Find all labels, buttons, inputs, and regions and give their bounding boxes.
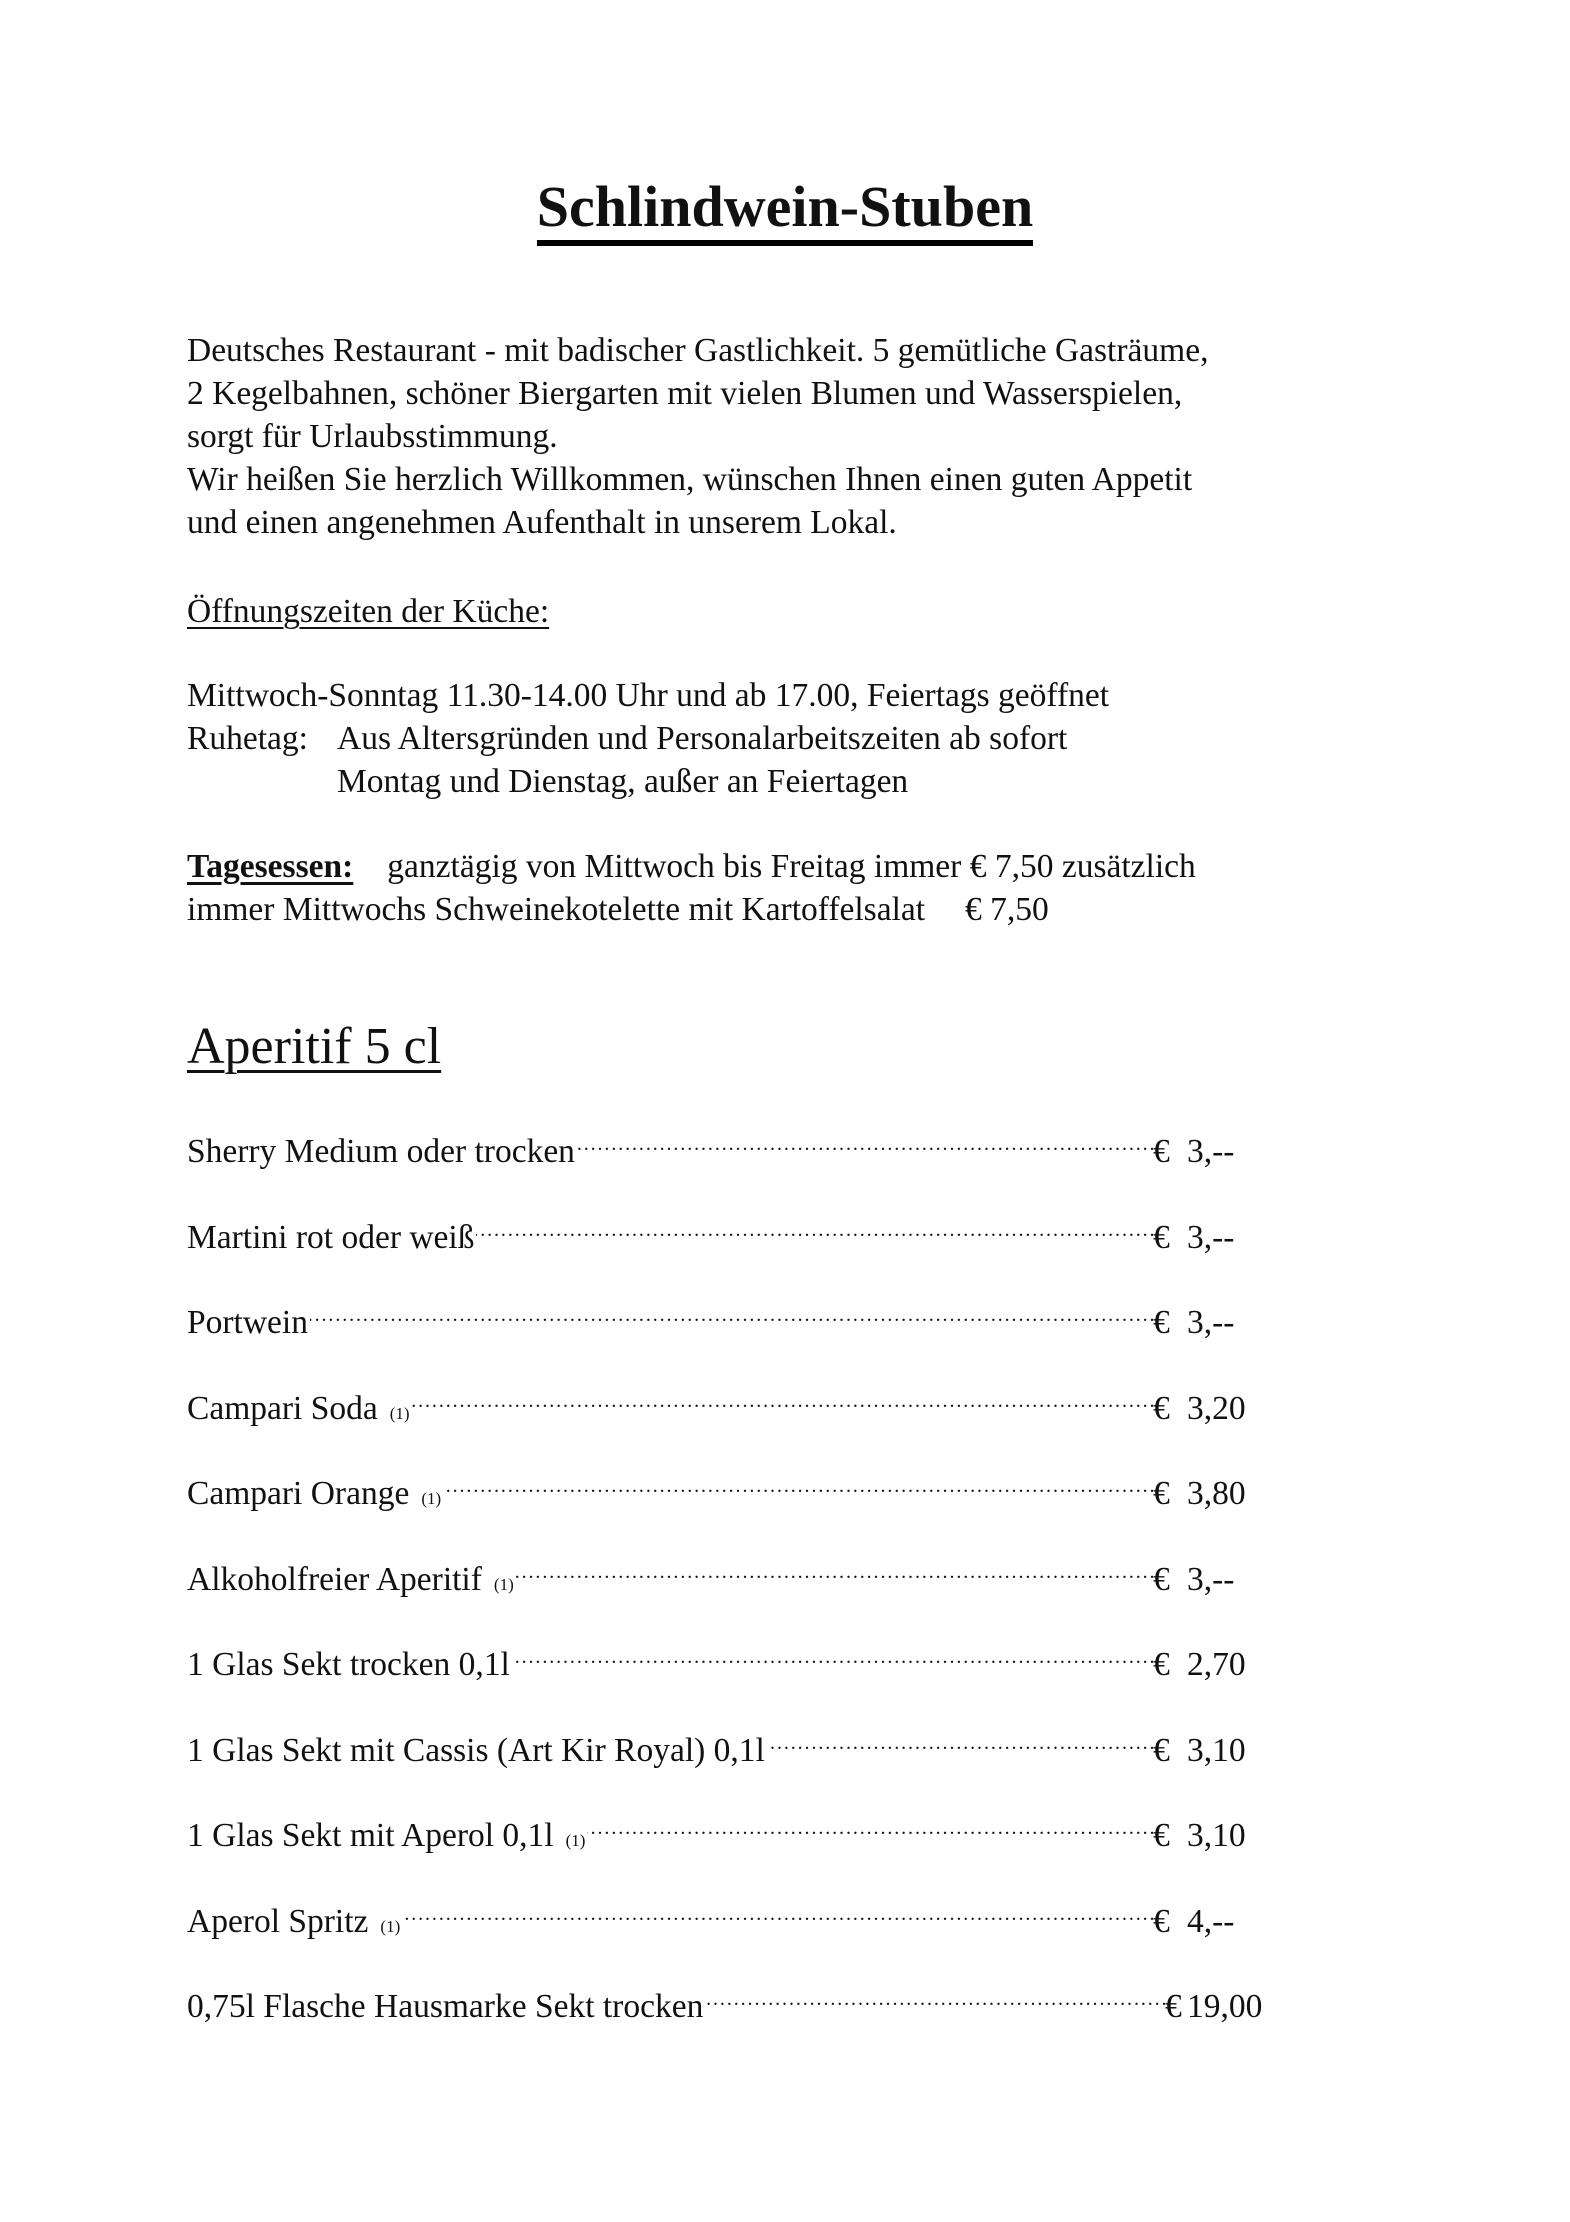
- menu-item-row: [187, 1546, 1287, 1598]
- menu-item-name: Campari Orange: [187, 1475, 410, 1512]
- menu-item-price: 3,--: [1187, 1218, 1235, 1256]
- daily-special-price: € 7,50: [965, 891, 1049, 928]
- menu-item-price: 3,10: [1187, 1731, 1246, 1769]
- dot-leader: [402, 1888, 1153, 1932]
- intro-line: Deutsches Restaurant - mit badischer Gastlichkeit. 5 gemütliche Gasträume,: [187, 332, 1209, 369]
- menu-item: [187, 1375, 1287, 1461]
- menu-item-row: [187, 1118, 1287, 1170]
- menu-item-footnote: (1): [380, 1916, 401, 1936]
- menu-item-row: [187, 1717, 1287, 1769]
- menu-item: [187, 1460, 1287, 1546]
- hours-heading: [187, 590, 549, 633]
- rest-day-label: Ruhetag:: [187, 720, 308, 757]
- menu-item-name: Martini rot oder weiß: [187, 1218, 475, 1256]
- dot-leader: [443, 1460, 1153, 1504]
- menu-item-price: 19,00: [1187, 1988, 1263, 2025]
- menu-item-name: 1 Glas Sekt mit Cassis (Art Kir Royal) 0,1l: [187, 1731, 765, 1769]
- daily-special-text-2: immer Mittwochs Schweinekotelette mit Kartoffelsalat: [187, 891, 926, 928]
- menu-item-currency: €: [1153, 1389, 1170, 1427]
- menu-item-price: 2,70: [1187, 1646, 1246, 1683]
- menu-item: [187, 1204, 1287, 1290]
- menu-item-price: 3,--: [1187, 1560, 1235, 1598]
- menu-item-row: [187, 1460, 1287, 1512]
- rest-day-line: [187, 717, 1109, 760]
- menu-item: [187, 1888, 1287, 1974]
- dot-leader: [412, 1375, 1153, 1419]
- menu-item-currency: €: [1165, 1988, 1182, 2025]
- menu-item-currency: €: [1153, 1731, 1170, 1769]
- menu-item-footnote: (1): [389, 1403, 410, 1423]
- hours-block: [187, 674, 1109, 803]
- menu-item-price: 4,--: [1187, 1902, 1235, 1940]
- menu-item-row: [187, 1289, 1287, 1341]
- dot-leader: [587, 1802, 1153, 1846]
- restaurant-title-text: Schlindwein-Stuben: [537, 174, 1033, 246]
- menu-item-row: [187, 1802, 1287, 1854]
- menu-item-currency: €: [1153, 1133, 1170, 1170]
- menu-item-name: Aperol Spritz: [187, 1902, 369, 1940]
- intro-line: und einen angenehmen Aufenthalt in unserem Lokal.: [187, 504, 897, 541]
- menu-item-name: Alkoholfreier Aperitif: [187, 1560, 482, 1598]
- menu-item: [187, 1546, 1287, 1632]
- menu-item-price: 3,--: [1187, 1304, 1235, 1341]
- restaurant-title: [0, 172, 1570, 246]
- daily-special-line: [187, 845, 1196, 888]
- menu-item-price: 3,80: [1187, 1475, 1246, 1512]
- menu-item-row: [187, 1973, 1287, 2025]
- menu-item-row: [187, 1888, 1287, 1940]
- menu-item-name: Sherry Medium oder trocken: [187, 1133, 575, 1170]
- intro-line: 2 Kegelbahnen, schöner Biergarten mit vielen Blumen und Wasserspielen,: [187, 375, 1183, 412]
- menu-item-row: [187, 1204, 1287, 1256]
- daily-special-label: Tagesessen:: [187, 848, 354, 885]
- menu-item-name: 1 Glas Sekt trocken 0,1l: [187, 1646, 510, 1683]
- section-title: Aperitif 5 cl: [187, 1018, 442, 1075]
- menu-item-name: 1 Glas Sekt mit Aperol 0,1l: [187, 1817, 554, 1854]
- dot-leader: [516, 1546, 1153, 1590]
- menu-item: [187, 1973, 1287, 2059]
- menu-item-currency: €: [1153, 1475, 1170, 1512]
- dot-leader: [767, 1717, 1153, 1761]
- menu-item-currency: €: [1153, 1902, 1170, 1940]
- menu-item: [187, 1289, 1287, 1375]
- menu-list: [187, 1118, 1287, 2059]
- dot-leader: [310, 1289, 1153, 1333]
- menu-item-row: [187, 1631, 1287, 1683]
- menu-item: [187, 1631, 1287, 1717]
- menu-item-footnote: (1): [493, 1574, 514, 1594]
- intro-line: sorgt für Urlaubsstimmung.: [187, 418, 558, 455]
- hours-line: Mittwoch-Sonntag 11.30-14.00 Uhr und ab 17.00, Feiertags geöffnet: [187, 677, 1110, 714]
- dot-leader: [512, 1631, 1153, 1675]
- intro-line: Wir heißen Sie herzlich Willkommen, wünschen Ihnen einen guten Appetit: [187, 461, 1193, 498]
- rest-day-line-2: Montag und Dienstag, außer an Feiertagen: [337, 763, 909, 800]
- daily-special: [187, 845, 1196, 931]
- menu-item-currency: €: [1153, 1817, 1170, 1854]
- menu-item-row: [187, 1375, 1287, 1427]
- menu-item-price: 3,--: [1187, 1133, 1235, 1170]
- menu-item: [187, 1118, 1287, 1204]
- menu-item-name: Portwein: [187, 1304, 308, 1341]
- hours-heading-text: Öffnungszeiten der Küche:: [187, 593, 550, 630]
- menu-item-name: Campari Soda: [187, 1389, 378, 1427]
- menu-item-footnote: (1): [565, 1831, 586, 1850]
- dot-leader: [577, 1118, 1153, 1162]
- menu-item-currency: €: [1153, 1560, 1170, 1598]
- menu-item: [187, 1802, 1287, 1888]
- dot-leader: [476, 1204, 1153, 1248]
- menu-item-footnote: (1): [421, 1489, 442, 1508]
- menu-item-price: 3,20: [1187, 1389, 1246, 1427]
- menu-item-currency: €: [1153, 1218, 1170, 1256]
- menu-item-price: 3,10: [1187, 1817, 1246, 1854]
- menu-item-currency: €: [1153, 1304, 1170, 1341]
- menu-item: [187, 1717, 1287, 1803]
- menu-item-name: 0,75l Flasche Hausmarke Sekt trocken: [187, 1988, 704, 2025]
- rest-day-text: Aus Altersgründen und Personalarbeitszeiten ab sofort: [337, 720, 1068, 757]
- intro-paragraph: [187, 329, 1208, 544]
- menu-item-currency: €: [1153, 1646, 1170, 1683]
- daily-special-line-2: [187, 888, 1196, 931]
- daily-special-text: ganztägig von Mittwoch bis Freitag immer € 7,50 zusätzlich: [387, 848, 1196, 885]
- dot-leader: [705, 1973, 1165, 2017]
